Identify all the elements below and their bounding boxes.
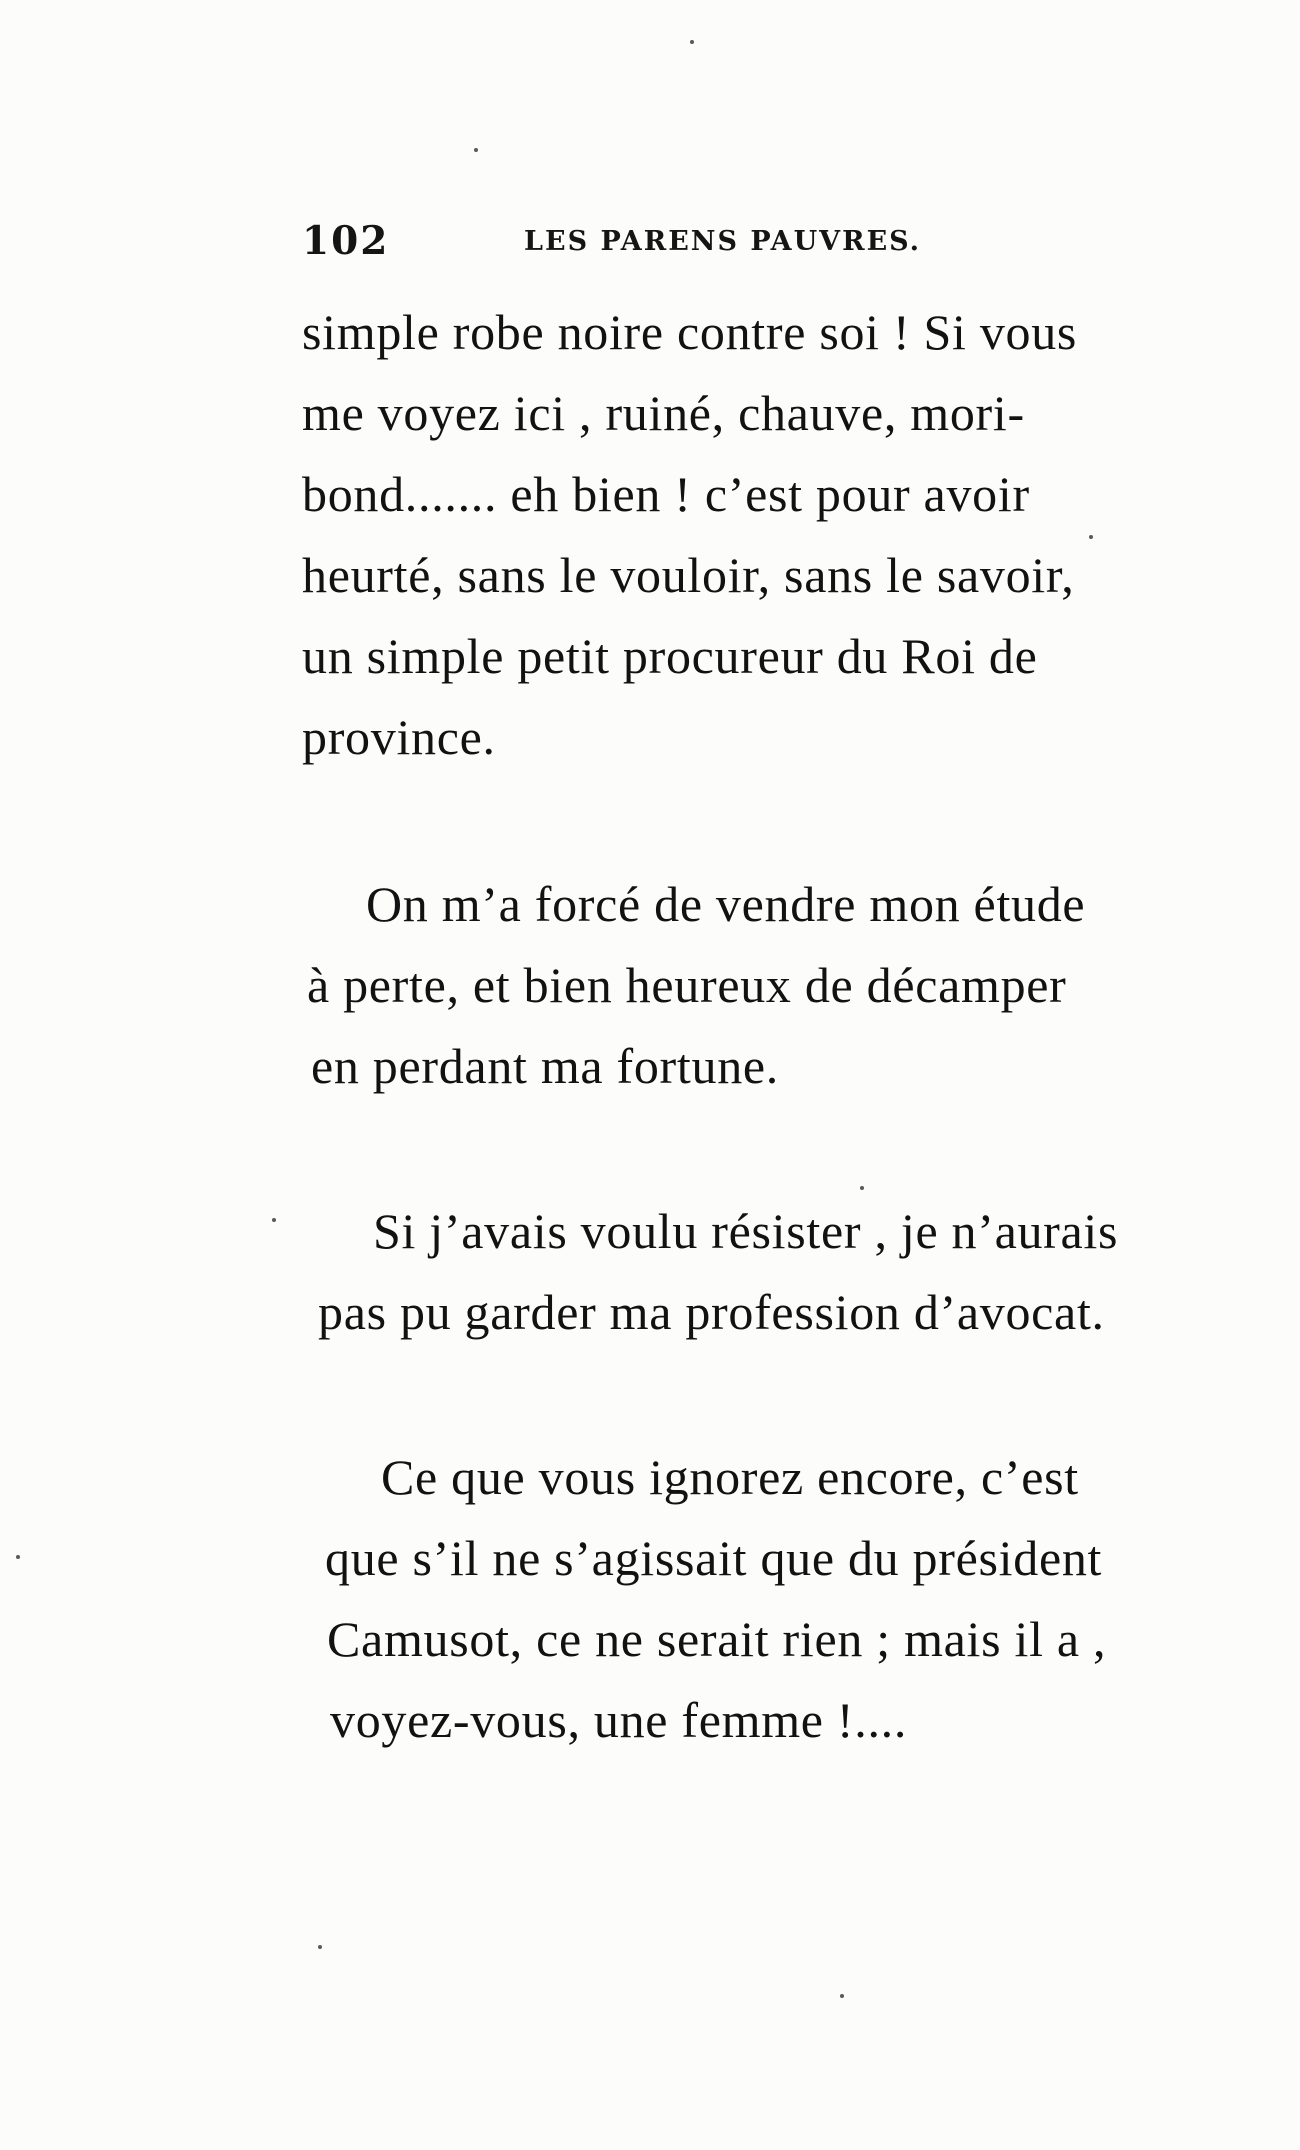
page-number: 102 <box>302 218 390 264</box>
text-line: On m’a forcé de vendre mon étude <box>366 876 1086 932</box>
text-line: province. <box>302 709 496 765</box>
paper-speck <box>860 1186 864 1190</box>
text-line: un simple petit procureur du Roi de <box>302 628 1038 684</box>
paper-speck <box>690 40 694 44</box>
text-line: Camusot, ce ne serait rien ; mais il a , <box>327 1611 1107 1667</box>
text-line: heurté, sans le vouloir, sans le savoir, <box>302 547 1075 603</box>
paper-speck <box>272 1218 276 1222</box>
text-line: pas pu garder ma profession d’avocat. <box>318 1284 1105 1340</box>
text-line: Ce que vous ignorez encore, c’est <box>381 1449 1079 1505</box>
text-line: que s’il ne s’agissait que du président <box>325 1530 1103 1586</box>
text-line: Si j’avais voulu résister , je n’aurais <box>373 1203 1119 1259</box>
text-line: voyez-vous, une femme !.... <box>330 1692 908 1748</box>
paper-speck <box>1089 535 1093 539</box>
text-line: bond....... eh bien ! c’est pour avoir <box>302 466 1030 522</box>
text-line: en perdant ma fortune. <box>311 1038 779 1094</box>
running-title: LES PARENS PAUVRES. <box>524 226 922 257</box>
paper-speck <box>840 1994 844 1998</box>
running-head <box>302 218 962 270</box>
paper-speck <box>474 148 478 152</box>
text-line: me voyez ici , ruiné, chauve, mori- <box>302 385 1025 441</box>
text-line: simple robe noire contre soi ! Si vous <box>302 304 1078 360</box>
paper-speck <box>16 1555 20 1559</box>
text-line: à perte, et bien heureux de décamper <box>307 957 1067 1013</box>
paper-speck <box>318 1945 322 1949</box>
